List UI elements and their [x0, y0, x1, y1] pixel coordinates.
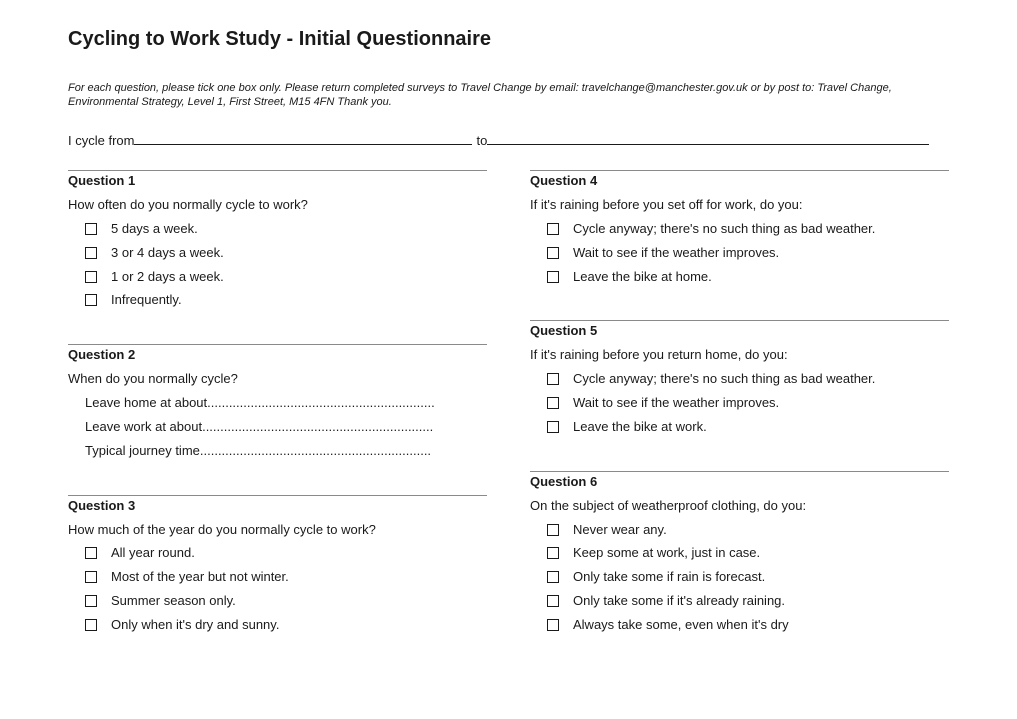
- checkbox[interactable]: [85, 247, 97, 259]
- checkbox[interactable]: [547, 373, 559, 385]
- option-label: 1 or 2 days a week.: [111, 269, 224, 284]
- question-3-option[interactable]: [85, 617, 279, 633]
- checkbox[interactable]: [547, 595, 559, 607]
- route-to-field[interactable]: [487, 132, 929, 145]
- section-divider: [530, 471, 949, 472]
- option-label: Cycle anyway; there's no such thing as bad weather.: [573, 371, 876, 386]
- checkbox[interactable]: [85, 547, 97, 559]
- question-3-prompt: How much of the year do you normally cycle to work?: [68, 522, 376, 537]
- option-label: Only when it's dry and sunny.: [111, 617, 280, 632]
- question-1-option[interactable]: [85, 245, 224, 261]
- question-3-option[interactable]: [85, 593, 236, 609]
- question-1-option[interactable]: [85, 292, 182, 308]
- option-label: Only take some if it's already raining.: [573, 593, 786, 608]
- checkbox[interactable]: [547, 397, 559, 409]
- instructions-text: For each question, please tick one box only. Please return completed surveys to Travel Change by email: travelchange@manchester.gov.uk or by post to: Travel Change, Environmental Strategy, Level 1, First Street, M15 4FN Thank you.: [68, 82, 892, 108]
- option-label: 3 or 4 days a week.: [111, 245, 224, 260]
- question-1-heading: Question 1: [68, 173, 136, 188]
- option-label: Only take some if rain is forecast.: [573, 569, 766, 584]
- question-4-heading: Question 4: [530, 173, 598, 188]
- option-label: Summer season only.: [111, 593, 236, 608]
- question-4-prompt: If it's raining before you set off for work, do you:: [530, 197, 803, 212]
- checkbox[interactable]: [85, 595, 97, 607]
- option-label: Cycle anyway; there's no such thing as bad weather.: [573, 221, 876, 236]
- leave-home-field[interactable]: Leave home at about...............................................................: [85, 395, 435, 410]
- checkbox[interactable]: [547, 223, 559, 235]
- question-5-option[interactable]: [547, 419, 707, 435]
- section-divider: [68, 344, 487, 345]
- option-label: Wait to see if the weather improves.: [573, 245, 780, 260]
- question-5-option[interactable]: [547, 395, 779, 411]
- route-row: [68, 132, 948, 148]
- question-6-prompt: On the subject of weatherproof clothing, do you:: [530, 498, 807, 513]
- page-title: Cycling to Work Study - Initial Questionnaire: [68, 28, 492, 50]
- question-2-prompt: When do you normally cycle?: [68, 371, 238, 386]
- question-6-option[interactable]: [547, 593, 785, 609]
- question-4-option[interactable]: [547, 221, 875, 237]
- question-1-prompt: How often do you normally cycle to work?: [68, 197, 308, 212]
- route-from-label: I cycle from: [68, 133, 135, 148]
- route-to-label: to: [476, 133, 488, 148]
- question-3-heading: Question 3: [68, 498, 136, 513]
- route-from-field[interactable]: [134, 132, 472, 145]
- option-label: Leave the bike at home.: [573, 269, 712, 284]
- option-label: Keep some at work, just in case.: [573, 545, 761, 560]
- checkbox[interactable]: [547, 421, 559, 433]
- question-1-option[interactable]: [85, 221, 198, 237]
- checkbox[interactable]: [85, 294, 97, 306]
- question-5-option[interactable]: [547, 371, 875, 387]
- checkbox[interactable]: [547, 547, 559, 559]
- question-3-option[interactable]: [85, 569, 289, 585]
- section-divider: [68, 170, 487, 171]
- option-label: 5 days a week.: [111, 221, 198, 236]
- question-5-prompt: If it's raining before you return home, do you:: [530, 347, 788, 362]
- option-label: Leave the bike at work.: [573, 419, 707, 434]
- section-divider: [530, 170, 949, 171]
- question-6-option[interactable]: [547, 545, 760, 561]
- question-3-option[interactable]: [85, 545, 195, 561]
- checkbox[interactable]: [85, 619, 97, 631]
- checkbox[interactable]: [547, 619, 559, 631]
- question-6-heading: Question 6: [530, 474, 598, 489]
- checkbox[interactable]: [547, 247, 559, 259]
- option-label: Wait to see if the weather improves.: [573, 395, 780, 410]
- checkbox[interactable]: [547, 524, 559, 536]
- checkbox[interactable]: [85, 223, 97, 235]
- section-divider: [530, 320, 949, 321]
- question-6-option[interactable]: [547, 569, 765, 585]
- question-6-option[interactable]: [547, 617, 789, 633]
- question-5-heading: Question 5: [530, 323, 598, 338]
- option-label: Never wear any.: [573, 522, 667, 537]
- question-1-option[interactable]: [85, 269, 224, 285]
- checkbox[interactable]: [85, 571, 97, 583]
- checkbox[interactable]: [547, 271, 559, 283]
- question-4-option[interactable]: [547, 245, 779, 261]
- option-label: Always take some, even when it's dry: [573, 617, 789, 632]
- option-label: Most of the year but not winter.: [111, 569, 289, 584]
- option-label: Infrequently.: [111, 292, 182, 307]
- question-2-heading: Question 2: [68, 347, 136, 362]
- leave-work-field[interactable]: Leave work at about................................................................: [85, 419, 434, 434]
- section-divider: [68, 495, 487, 496]
- question-6-option[interactable]: [547, 522, 667, 538]
- journey-time-field[interactable]: Typical journey time................................................................: [85, 443, 432, 458]
- checkbox[interactable]: [85, 271, 97, 283]
- question-4-option[interactable]: [547, 269, 712, 285]
- option-label: All year round.: [111, 545, 195, 560]
- checkbox[interactable]: [547, 571, 559, 583]
